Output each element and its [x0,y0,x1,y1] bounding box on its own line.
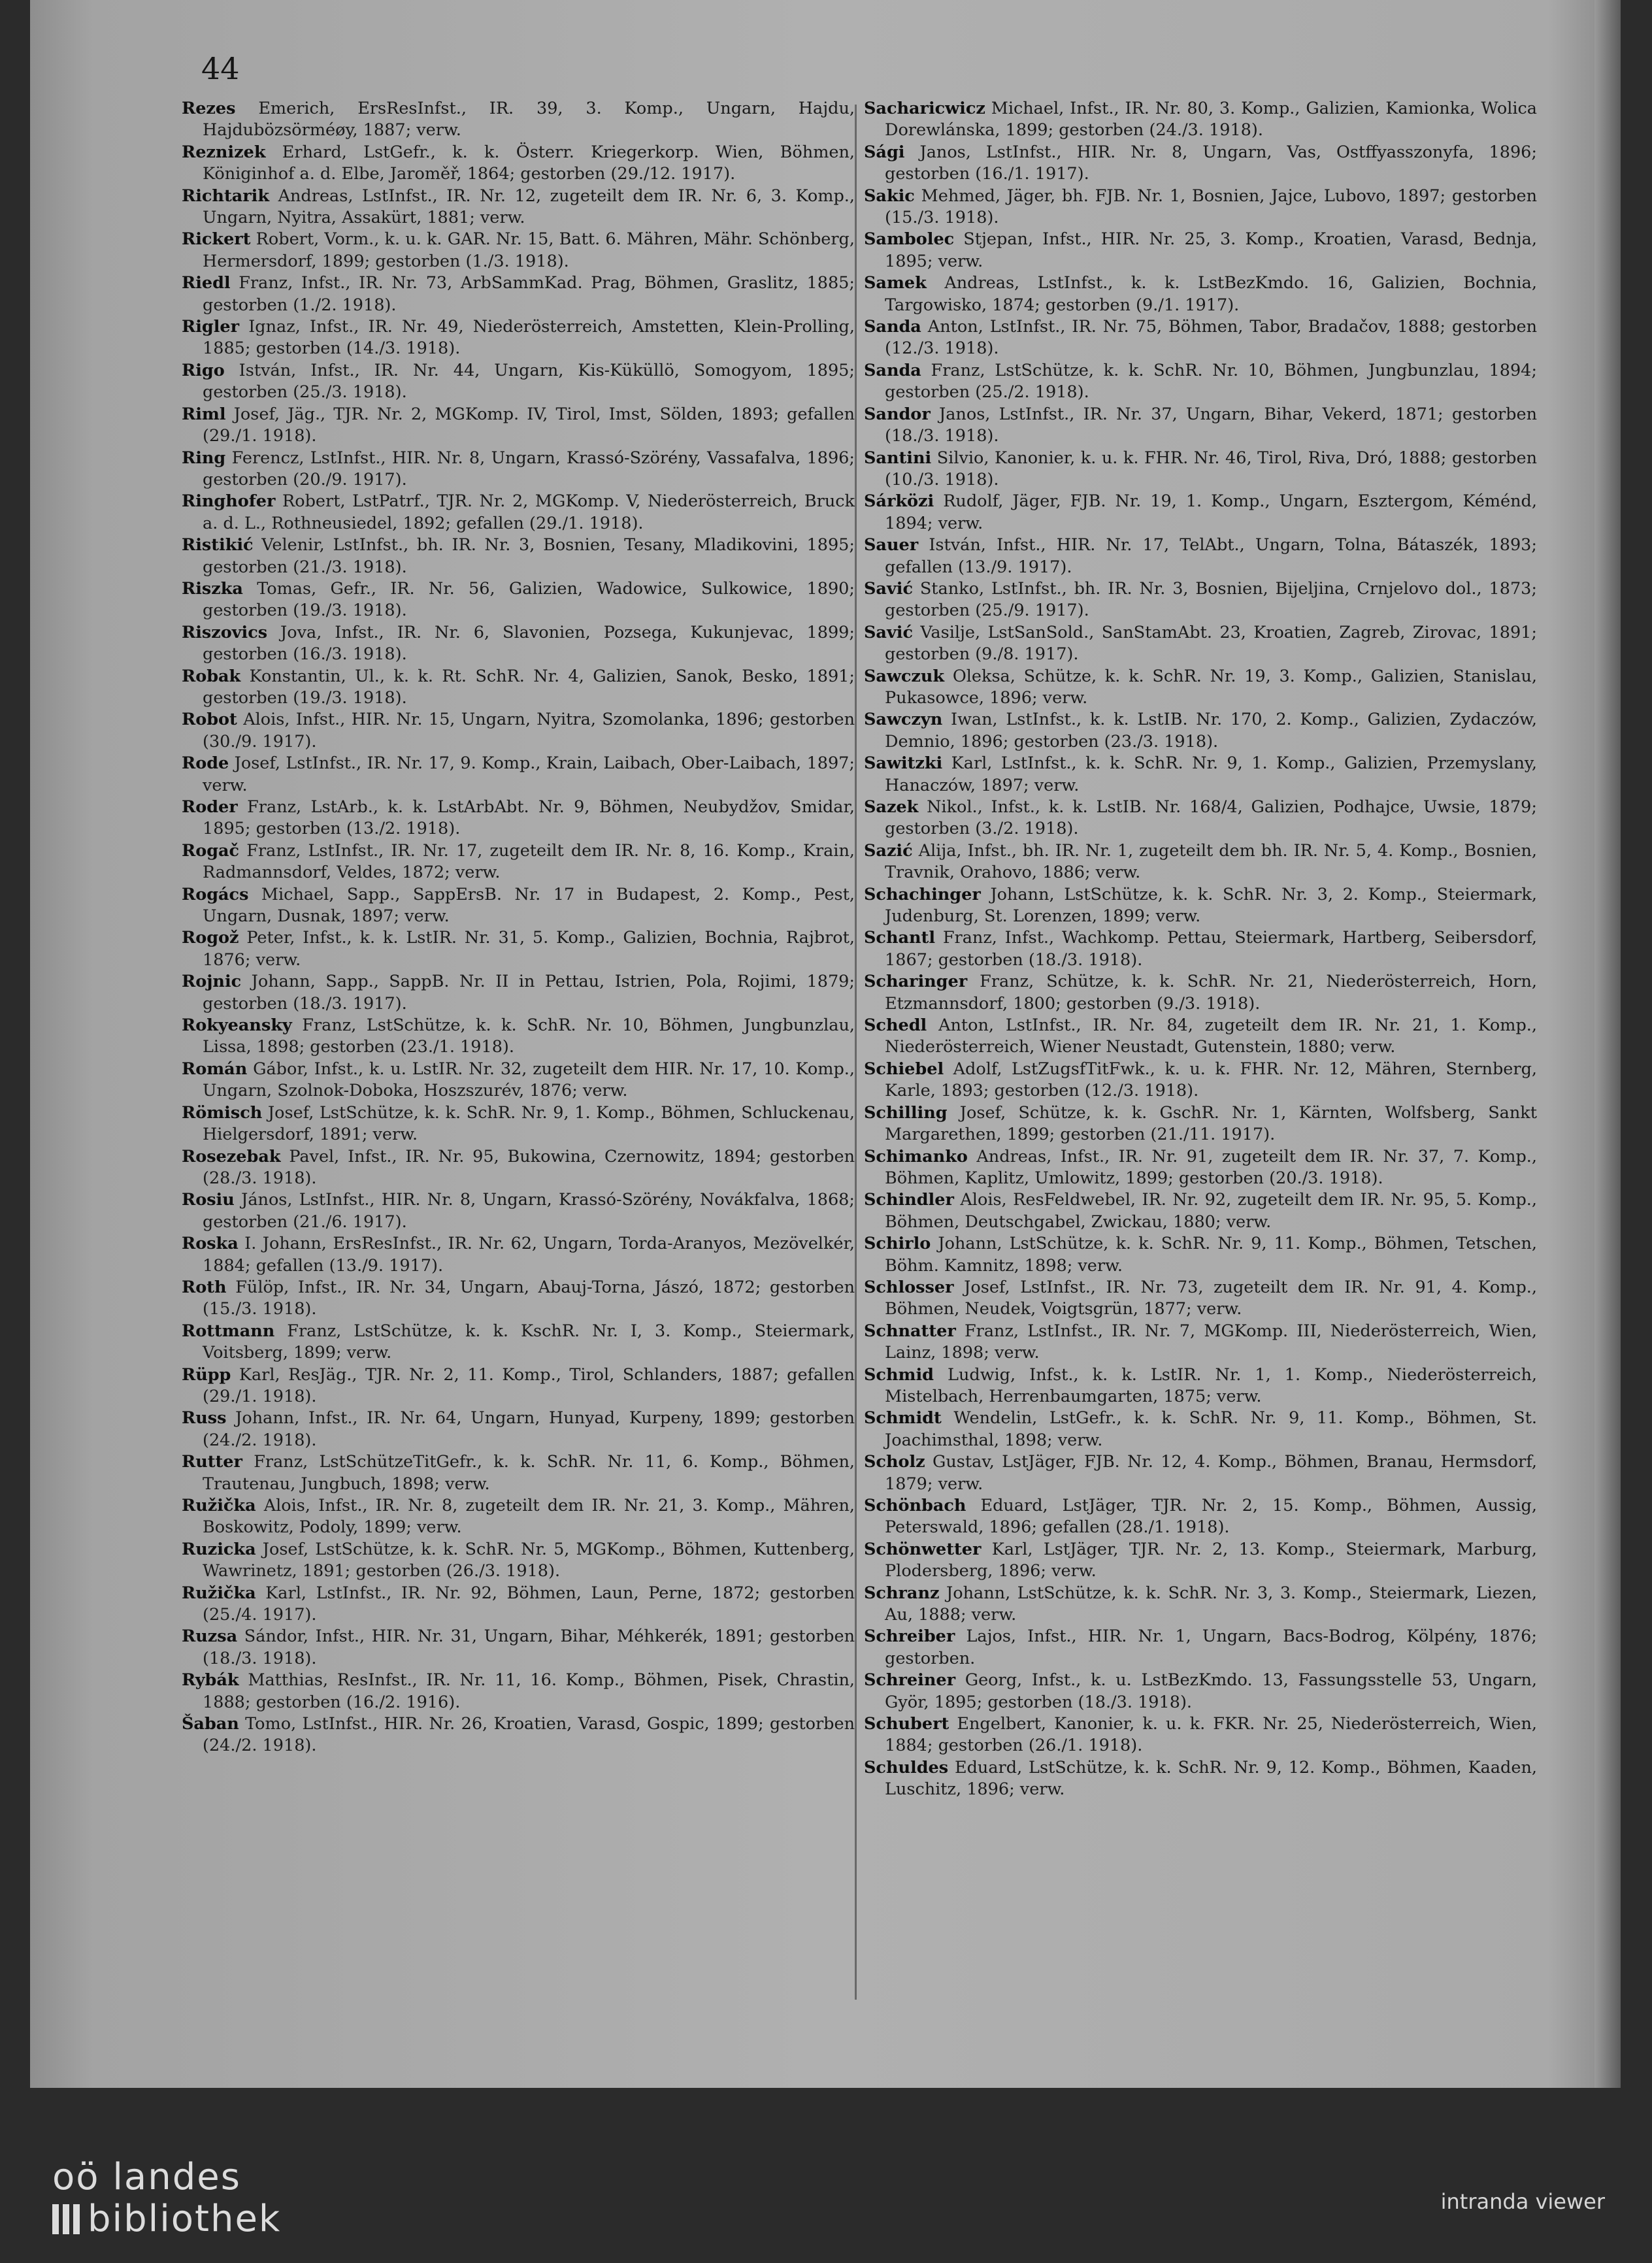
register-entry [864,404,1537,448]
entry-details: Stjepan, Infst., HIR. Nr. 25, 3. Komp., Kroatien, Varasd, Bednja, 1895; verw. [885,229,1537,271]
entry-surname: Robot [182,710,237,730]
register-entry [864,927,1537,971]
entry-surname: Rigler [182,317,240,337]
entry-details: Oleksa, Schütze, k. k. SchR. Nr. 19, 3. Komp., Galizien, Stanislau, Pukasowce, 1896; verw. [885,666,1537,708]
entry-surname: Reznizek [182,142,266,162]
entry-surname: Roska [182,1234,239,1254]
register-entry [182,884,855,928]
entry-surname: Sacharicwicz [864,99,985,118]
register-entry [182,360,855,404]
entry-details: Mehmed, Jäger, bh. FJB. Nr. 1, Bosnien, Jajce, Lubovo, 1897; gestorben (15./3. 1918). [885,186,1537,228]
register-entry [864,1757,1537,1801]
entry-details: Adolf, LstZugsfTitFwk., k. u. k. FHR. Nr. 12, Mähren, Sternberg, Karle, 1893; gestorben (12./3. 1918). [885,1059,1537,1101]
register-entry [182,1015,855,1059]
entry-surname: Rosezebak [182,1146,281,1166]
scanned-page [30,0,1611,2088]
entry-surname: Roth [182,1277,227,1297]
entry-surname: Schnatter [864,1321,956,1341]
entry-surname: Sanda [864,317,921,337]
entry-surname: Sazić [864,840,913,861]
entry-details: Michael, Sapp., SappErsB. Nr. 17 in Budapest, 2. Komp., Pest, Ungarn, Dusnak, 1897; verw. [203,884,855,927]
entry-details: Stanko, LstInfst., bh. IR. Nr. 3, Bosnien, Bijeljina, Crnjelovo dol., 1873; gestorben (25./9. 1917). [885,578,1537,621]
entry-details: Karl, LstInfst., k. k. SchR. Nr. 9, 1. Komp., Galizien, Przemyslany, Hanaczów, 1897; verw. [885,753,1537,795]
entry-details: Velenir, LstInfst., bh. IR. Nr. 3, Bosnien, Tesany, Mladikovini, 1895; gestorben (21./3. 1918). [203,535,855,577]
entry-surname: Savić [864,578,913,599]
register-entry [864,840,1537,884]
library-logo[interactable] [52,2156,281,2240]
entry-surname: Rigo [182,360,225,380]
page-edge-shadow [1594,0,1621,2088]
register-entry [864,1102,1537,1146]
entry-surname: Rutter [182,1452,242,1472]
register-entry [182,1277,855,1321]
entry-surname: Roder [182,797,238,817]
entry-details: Josef, LstSchütze, k. k. SchR. Nr. 5, MGKomp., Böhmen, Kuttenberg, Wawrinetz, 1891; gestorben (26./3. 1918). [203,1539,855,1581]
entry-details: Franz, LstSchütze, k. k. KschR. Nr. I, 3. Komp., Steiermark, Voitsberg, 1899; verw. [203,1321,855,1363]
entry-details: Franz, Infst., IR. Nr. 73, ArbSammKad. Prag, Böhmen, Graslitz, 1885; gestorben (1./2. 1918). [203,273,855,315]
entry-surname: Scholz [864,1452,925,1472]
entry-details: Ludwig, Infst., k. k. LstIR. Nr. 1, 1. Komp., Niederösterreich, Mistelbach, Herrenbaumgarten, 1875; verw. [885,1364,1537,1406]
register-entry [864,1364,1537,1408]
register-entry [182,709,855,753]
entry-surname: Sági [864,142,905,162]
entry-surname: Schindler [864,1190,954,1210]
entry-surname: Rottmann [182,1321,275,1341]
entry-surname: Rokyeansky [182,1016,292,1036]
entry-details: Franz, LstSchütze, k. k. SchR. Nr. 10, Böhmen, Jungbunzlau, Lissa, 1898; gestorben (23./1. 1918). [203,1016,855,1057]
register-entry [864,316,1537,360]
entry-details: Gábor, Infst., k. u. LstIR. Nr. 32, zugeteilt dem HIR. Nr. 17, 10. Komp., Ungarn, Szolnok-Doboka, Hoszszurév, 1876; verw. [203,1059,855,1101]
entry-details: Josef, LstInfst., IR. Nr. 73, zugeteilt dem IR. Nr. 91, 4. Komp., Böhmen, Neudek, Voigtsgrün, 1877; verw. [885,1277,1537,1319]
logo-line-2-row [52,2198,281,2240]
entry-details: Ferencz, LstInfst., HIR. Nr. 8, Ungarn, Krassó-Szörény, Vassafalva, 1896; gestorben (20./9. 1917). [203,448,855,489]
entry-details: István, Infst., HIR. Nr. 17, TelAbt., Ungarn, Tolna, Bátaszék, 1893; gefallen (13./9. 1917). [885,535,1537,577]
entry-surname: Sawczuk [864,666,945,686]
entry-surname: Šaban [182,1714,239,1734]
entry-surname: Ruzsa [182,1627,238,1647]
entry-surname: Schreiner [864,1670,956,1691]
entry-surname: Schlosser [864,1277,954,1297]
register-entry [864,1408,1537,1451]
entry-details: Erhard, LstGefr., k. k. Österr. Kriegerkorp. Wien, Böhmen, Königinhof a. d. Elbe, Jaroměř, 1864; gestorben (29./12. 1917). [203,142,855,184]
register-entry [864,884,1537,928]
entry-surname: Sakic [864,186,915,206]
entry-details: Robert, LstPatrf., TJR. Nr. 2, MGKomp. V, Niederösterreich, Bruck a. d. L., Rothneusiedel, 1892; gefallen (29./1. 1918). [203,491,855,533]
entry-surname: Schuldes [864,1757,949,1777]
register-entry [864,1713,1537,1757]
register-entry [864,229,1537,273]
entry-details: Lajos, Infst., HIR. Nr. 1, Ungarn, Bacs-Bodrog, Kölpény, 1876; gestorben. [885,1627,1537,1668]
register-entry [182,927,855,971]
entry-surname: Schedl [864,1016,927,1036]
entry-surname: Ring [182,448,226,468]
register-entry [864,1233,1537,1277]
entry-surname: Rüpp [182,1364,231,1385]
register-entry [864,1146,1537,1190]
entry-details: Silvio, Kanonier, k. u. k. FHR. Nr. 46, Tirol, Riva, Dró, 1888; gestorben (10./3. 1918). [885,448,1537,489]
entry-surname: Sawitzki [864,753,943,774]
entry-surname: Samek [864,273,927,293]
entry-details: Peter, Infst., k. k. LstIR. Nr. 31, 5. Komp., Galizien, Bochnia, Rajbrot, 1876; verw. [203,928,855,970]
entry-details: Andreas, Infst., IR. Nr. 91, zugeteilt dem IR. Nr. 37, 7. Komp., Böhmen, Kaplitz, Umlowitz, 1899; gestorben (20./3. 1918). [885,1146,1537,1188]
column-divider [855,105,857,2000]
entry-details: Fülöp, Infst., IR. Nr. 34, Ungarn, Abauj-Torna, Jászó, 1872; gestorben (15./3. 1918). [203,1277,855,1319]
entry-details: Karl, LstInfst., IR. Nr. 92, Böhmen, Laun, Perne, 1872; gestorben (25./4. 1917). [203,1583,855,1625]
entry-details: Johann, Infst., IR. Nr. 64, Ungarn, Hunyad, Kurpeny, 1899; gestorben (24./2. 1918). [203,1408,855,1450]
entry-details: Alois, Infst., HIR. Nr. 15, Ungarn, Nyitra, Szomolanka, 1896; gestorben (30./9. 1917). [203,710,855,752]
entry-details: Franz, Infst., Wachkomp. Pettau, Steiermark, Hartberg, Seibersdorf, 1867; gestorben (18./3. 1918). [885,928,1537,970]
register-entry [182,840,855,884]
entry-surname: Ruzicka [182,1539,256,1559]
entry-details: Jova, Infst., IR. Nr. 6, Slavonien, Pozsega, Kukunjevac, 1899; gestorben (16./3. 1918). [203,622,855,665]
entry-details: Vasilje, LstSanSold., SanStamAbt. 23, Kroatien, Zagreb, Zirovac, 1891; gestorben (9./8. 1917). [885,622,1537,665]
register-entry [864,753,1537,797]
entry-details: Engelbert, Kanonier, k. u. k. FKR. Nr. 25, Niederösterreich, Wien, 1884; gestorben (26./1. 1918). [885,1714,1537,1756]
register-entry [864,1626,1537,1670]
register-entry [864,1321,1537,1364]
entry-details: Andreas, LstInfst., k. k. LstBezKmdo. 16, Galizien, Bochnia, Targowisko, 1874; gestorben (9./1. 1917). [885,273,1537,315]
register-entry [182,1539,855,1583]
entry-surname: Russ [182,1408,227,1429]
entry-surname: Ružička [182,1583,256,1603]
register-entry [864,1277,1537,1321]
register-entry [864,1451,1537,1495]
register-entry [864,666,1537,710]
entry-details: Josef, Jäg., TJR. Nr. 2, MGKomp. IV, Tirol, Imst, Sölden, 1893; gefallen (29./1. 1918). [203,404,855,446]
entry-surname: Schirlo [864,1234,931,1254]
entry-details: Franz, LstSchützeTitGefr., k. k. SchR. Nr. 11, 6. Komp., Böhmen, Trautenau, Jungbuch, 1898; verw. [203,1452,855,1494]
entry-surname: Schubert [864,1714,950,1734]
register-entry [864,1059,1537,1102]
entry-surname: Rojnic [182,972,242,992]
entry-details: Franz, LstInfst., IR. Nr. 17, zugeteilt dem IR. Nr. 8, 16. Komp., Krain, Radmannsdorf, Veldes, 1872; verw. [203,840,855,883]
entry-surname: Rezes [182,99,236,118]
register-entry [864,98,1537,142]
entry-surname: Schönwetter [864,1539,982,1559]
entry-surname: Sauer [864,535,919,555]
entry-details: Josef, LstSchütze, k. k. SchR. Nr. 9, 1. Komp., Böhmen, Schluckenau, Hielgersdorf, 1891; verw. [203,1102,855,1145]
entry-details: Konstantin, Ul., k. k. Rt. SchR. Nr. 4, Galizien, Sanok, Besko, 1891; gestorben (19./3. 1918). [203,666,855,708]
entry-details: Franz, Schütze, k. k. SchR. Nr. 21, Niederösterreich, Horn, Etzmannsdorf, 1800; gestorben (9./3. 1918). [885,972,1537,1014]
register-entry [182,186,855,229]
entry-surname: Schachinger [864,884,981,904]
register-entry [182,1408,855,1451]
entry-details: Nikol., Infst., k. k. LstIB. Nr. 168/4, Galizien, Podhajce, Uwsie, 1879; gestorben (3./2. 1918). [885,797,1537,839]
entry-details: Karl, ResJäg., TJR. Nr. 2, 11. Komp., Tirol, Schlanders, 1887; gefallen (29./1. 1918). [203,1364,855,1406]
entry-surname: Schreiber [864,1627,955,1647]
entry-details: Robert, Vorm., k. u. k. GAR. Nr. 15, Batt. 6. Mähren, Mähr. Schönberg, Hermersdorf, 1899; gestorben (1./3. 1918). [203,229,855,271]
logo-line-2: bibliothek [88,2198,282,2240]
entry-surname: Sambolec [864,229,955,250]
entry-details: Emerich, ErsResInfst., IR. 39, 3. Komp., Ungarn, Hajdu, Hajdubözsörméøy, 1887; verw. [203,99,855,140]
register-entry [864,491,1537,535]
entry-surname: Richtarik [182,186,270,206]
register-entry [864,971,1537,1015]
entry-details: Johann, Sapp., SappB. Nr. II in Pettau, Istrien, Pola, Rojimi, 1879; gestorben (18./3. 1917). [203,972,855,1014]
entry-details: Janos, LstInfst., HIR. Nr. 8, Ungarn, Vas, Ostffyasszonyfa, 1896; gestorben (16./1. 1917). [885,142,1537,184]
page-number: 44 [201,51,240,86]
entry-details: Georg, Infst., k. u. LstBezKmdo. 13, Fassungsstelle 53, Ungarn, Györ, 1895; gestorben (18./3. 1918). [885,1670,1537,1712]
entry-surname: Rogács [182,884,249,904]
entry-details: Gustav, LstJäger, FJB. Nr. 12, 4. Komp., Böhmen, Branau, Hermsdorf, 1879; verw. [885,1452,1537,1494]
entry-details: Sándor, Infst., HIR. Nr. 31, Ungarn, Bihar, Méhkerék, 1891; gestorben (18./3. 1918). [203,1627,855,1668]
entry-surname: Rickert [182,229,251,250]
entry-details: Eduard, LstSchütze, k. k. SchR. Nr. 9, 12. Komp., Böhmen, Kaaden, Luschitz, 1896; verw. [885,1757,1537,1800]
entry-surname: Riszka [182,578,243,599]
register-entry [864,578,1537,622]
entry-details: Andreas, LstInfst., IR. Nr. 12, zugeteilt dem IR. Nr. 6, 3. Komp., Ungarn, Nyitra, Assakürt, 1881; verw. [203,186,855,228]
entry-surname: Rosiu [182,1190,235,1210]
entry-surname: Schilling [864,1102,948,1123]
entry-surname: Rogač [182,840,240,861]
register-entry [182,273,855,316]
entry-surname: Sandor [864,404,931,424]
register-entry [864,797,1537,840]
entry-details: Pavel, Infst., IR. Nr. 95, Bukowina, Czernowitz, 1894; gestorben (28./3. 1918). [203,1146,855,1188]
register-entry [864,709,1537,753]
entry-surname: Ristikić [182,535,254,555]
entry-surname: Román [182,1059,248,1079]
entry-details: Franz, LstInfst., IR. Nr. 7, MGKomp. III, Niederösterreich, Wien, Lainz, 1898; verw. [885,1321,1537,1363]
entry-surname: Rogož [182,928,239,948]
left-column [182,98,855,1757]
entry-surname: Santini [864,448,932,468]
register-entry [182,1626,855,1670]
entry-surname: Scharinger [864,972,968,992]
register-entry [182,1713,855,1757]
register-entry [864,1189,1537,1233]
entry-surname: Rybák [182,1670,239,1691]
entry-details: Josef, Schütze, k. k. GschR. Nr. 1, Kärnten, Wolfsberg, Sankt Margarethen, 1899; gestorben (21./11. 1917). [885,1102,1537,1145]
entry-surname: Römisch [182,1102,263,1123]
entry-details: Tomas, Gefr., IR. Nr. 56, Galizien, Wadowice, Sulkowice, 1890; gestorben (19./3. 1918). [203,578,855,621]
entry-surname: Schimanko [864,1146,968,1166]
register-entry [182,1364,855,1408]
entry-details: Michael, Infst., IR. Nr. 80, 3. Komp., Galizien, Kamionka, Wolica Dorewlánska, 1899; gestorben (24./3. 1918). [885,99,1537,140]
register-entry [182,1583,855,1627]
register-entry [182,578,855,622]
entry-details: Anton, LstInfst., IR. Nr. 84, zugeteilt dem IR. Nr. 21, 1. Komp., Niederösterreich, Wiener Neustadt, Gutenstein, 1880; verw. [885,1016,1537,1057]
register-entry [182,1321,855,1364]
entry-details: Josef, LstInfst., IR. Nr. 17, 9. Komp., Krain, Laibach, Ober-Laibach, 1897; verw. [203,753,855,795]
register-entry [182,535,855,578]
entry-surname: Schmidt [864,1408,942,1429]
entry-surname: Savić [864,622,913,642]
register-entry [182,797,855,840]
entry-surname: Schranz [864,1583,940,1603]
viewer-label: intranda viewer [1440,2189,1605,2214]
register-entry [182,404,855,448]
entry-details: Ignaz, Infst., IR. Nr. 49, Niederösterreich, Amstetten, Klein-Prolling, 1885; gestorben (14./3. 1918). [203,317,855,359]
entry-details: Janos, LstInfst., IR. Nr. 37, Ungarn, Bihar, Vekerd, 1871; gestorben (18./3. 1918). [885,404,1537,446]
entry-surname: Ringhofer [182,491,276,512]
register-entry [182,971,855,1015]
register-entry [182,448,855,491]
register-entry [182,622,855,666]
entry-details: Eduard, LstJäger, TJR. Nr. 2, 15. Komp., Böhmen, Aussig, Peterswald, 1896; gefallen (28./1. 1918). [885,1496,1537,1538]
register-entry [864,142,1537,186]
register-entry [182,98,855,142]
register-entry [864,1670,1537,1713]
entry-details: Iwan, LstInfst., k. k. LstIB. Nr. 170, 2. Komp., Galizien, Zydaczów, Demnio, 1896; gestorben (23./3. 1918). [885,710,1537,752]
entry-surname: Sanda [864,360,921,380]
entry-details: Rudolf, Jäger, FJB. Nr. 19, 1. Komp., Ungarn, Esztergom, Kéménd, 1894; verw. [885,491,1537,533]
entry-details: Johann, LstSchütze, k. k. SchR. Nr. 3, 3. Komp., Steiermark, Liezen, Au, 1888; verw. [885,1583,1537,1625]
logo-bars-icon [52,2204,80,2234]
register-entry [182,1102,855,1146]
register-entry [182,666,855,710]
register-entry [182,753,855,797]
entry-details: János, LstInfst., HIR. Nr. 8, Ungarn, Krassó-Szörény, Novákfalva, 1868; gestorben (21./6. 1917). [203,1190,855,1232]
register-entry [182,142,855,186]
entry-surname: Schönbach [864,1496,966,1515]
register-entry [864,273,1537,316]
register-entry [182,229,855,273]
register-entry [182,1233,855,1277]
register-entry [182,1451,855,1495]
entry-surname: Riml [182,404,226,424]
entry-surname: Sazek [864,797,919,817]
entry-surname: Rode [182,753,229,774]
entry-details: Johann, LstSchütze, k. k. SchR. Nr. 3, 2. Komp., Steiermark, Judenburg, St. Lorenzen, 1899; verw. [885,884,1537,927]
register-entry [182,316,855,360]
entry-details: Franz, LstSchütze, k. k. SchR. Nr. 10, Böhmen, Jungbunzlau, 1894; gestorben (25./2. 1918). [885,360,1537,403]
register-entry [864,535,1537,578]
entry-details: Wendelin, LstGefr., k. k. SchR. Nr. 9, 11. Komp., Böhmen, St. Joachimsthal, 1898; verw. [885,1408,1537,1450]
entry-details: István, Infst., IR. Nr. 44, Ungarn, Kis-Küküllö, Somogyom, 1895; gestorben (25./3. 1918). [203,360,855,403]
entry-details: Alois, ResFeldwebel, IR. Nr. 92, zugeteilt dem IR. Nr. 95, 5. Komp., Böhmen, Deutschgabel, Zwickau, 1880; verw. [885,1190,1537,1232]
register-entry [864,1583,1537,1627]
register-entry [182,1146,855,1190]
right-column [864,98,1537,1801]
entry-surname: Schmid [864,1364,934,1385]
register-entry [864,1539,1537,1583]
register-entry [182,1495,855,1539]
entry-surname: Riedl [182,273,231,293]
entry-details: Franz, LstArb., k. k. LstArbAbt. Nr. 9, Böhmen, Neubydžov, Smidar, 1895; gestorben (13./2. 1918). [203,797,855,839]
entry-details: Johann, LstSchütze, k. k. SchR. Nr. 9, 11. Komp., Böhmen, Tetschen, Böhm. Kamnitz, 1898; verw. [885,1234,1537,1276]
entry-surname: Riszovics [182,622,268,642]
register-entry [182,491,855,535]
logo-line-1: oö landes [52,2156,241,2198]
register-entry [864,360,1537,404]
register-entry [864,1495,1537,1539]
entry-details: Tomo, LstInfst., HIR. Nr. 26, Kroatien, Varasd, Gospic, 1899; gestorben (24./2. 1918). [203,1714,855,1756]
register-entry [182,1189,855,1233]
register-entry [182,1670,855,1713]
entry-details: Anton, LstInfst., IR. Nr. 75, Böhmen, Tabor, Bradačov, 1888; gestorben (12./3. 1918). [885,317,1537,359]
entry-surname: Ružička [182,1496,256,1515]
entry-surname: Sárközi [864,491,934,512]
entry-details: I. Johann, ErsResInfst., IR. Nr. 62, Ungarn, Torda-Aranyos, Mezövelkér, 1884; gefallen (13./9. 1917). [203,1234,855,1276]
entry-details: Matthias, ResInfst., IR. Nr. 11, 16. Komp., Böhmen, Pisek, Chrastin, 1888; gestorben (16./2. 1916). [203,1670,855,1712]
entry-surname: Schantl [864,928,936,948]
entry-surname: Schiebel [864,1059,944,1079]
register-entry [182,1059,855,1102]
register-entry [864,186,1537,229]
register-entry [864,1015,1537,1059]
entry-details: Alija, Infst., bh. IR. Nr. 1, zugeteilt dem bh. IR. Nr. 5, 4. Komp., Bosnien, Travnik, Orahovo, 1886; verw. [885,840,1537,883]
register-entry [864,448,1537,491]
register-entry [864,622,1537,666]
entry-details: Karl, LstJäger, TJR. Nr. 2, 13. Komp., Steiermark, Marburg, Plodersberg, 1896; verw. [885,1539,1537,1581]
entry-surname: Sawczyn [864,710,943,730]
entry-details: Alois, Infst., IR. Nr. 8, zugeteilt dem IR. Nr. 21, 3. Komp., Mähren, Boskowitz, Podoly, 1899; verw. [203,1496,855,1538]
entry-surname: Robak [182,666,241,686]
